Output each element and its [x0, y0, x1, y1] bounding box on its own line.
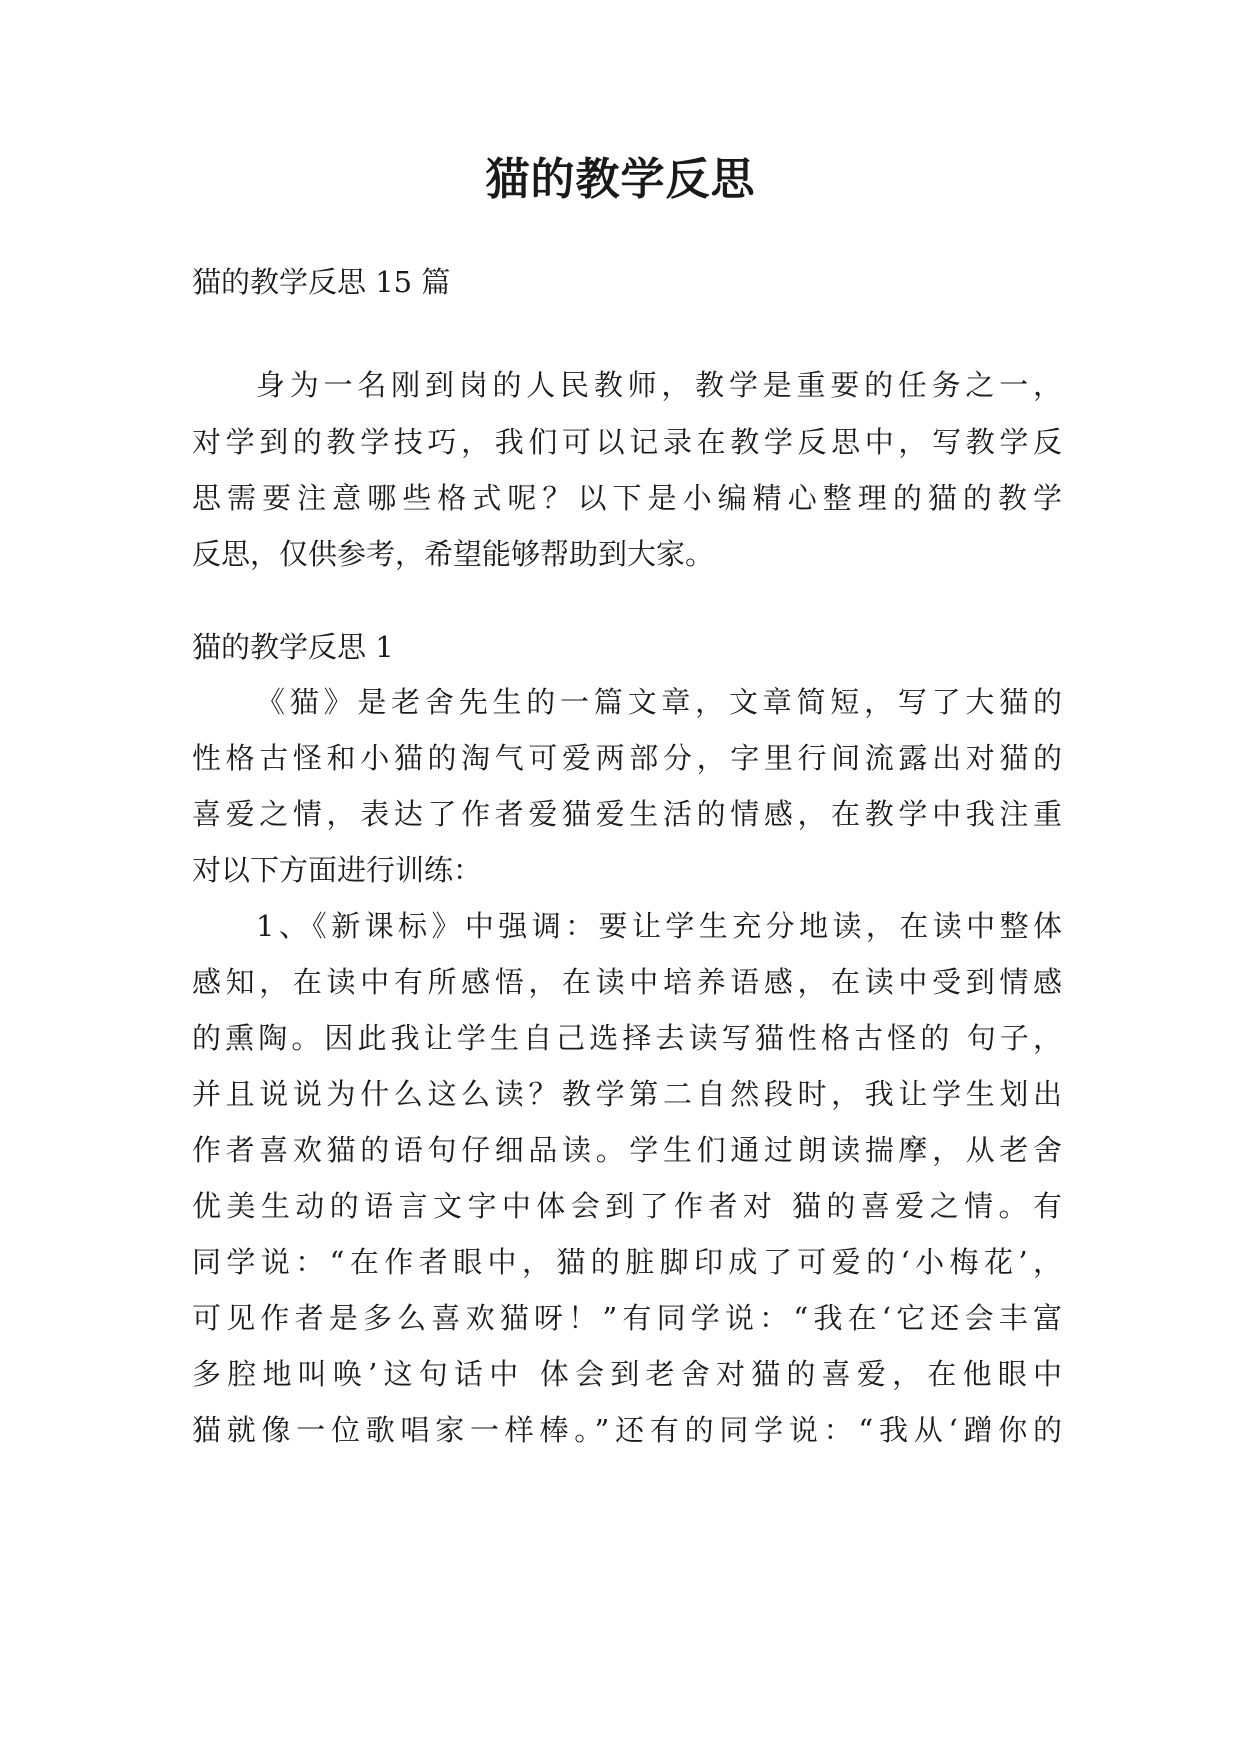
paragraph-line: 优美生动的语言文字中体会到了作者对 猫的喜爱之情。有: [192, 1189, 1062, 1223]
paragraph-line: 性格古怪和小猫的淘气可爱两部分，字里行间流露出对猫的: [192, 741, 1062, 775]
intro-line-4: 反思，仅供参考，希望能够帮助到大家。: [192, 537, 715, 571]
paragraph-line: 感知，在读中有所感悟，在读中培养语感，在读中受到情感: [192, 965, 1062, 999]
paragraph-line: 喜爱之情，表达了作者爱猫爱生活的情感，在教学中我注重: [192, 797, 1062, 831]
paragraph-line: 对以下方面进行训练：: [192, 853, 483, 887]
document-title: 猫的教学反思: [485, 154, 756, 205]
paragraph-line: 作者喜欢猫的语句仔细品读。学生们通过朗读揣摩，从老舍: [192, 1133, 1062, 1167]
section-heading: 猫的教学反思 1: [192, 630, 394, 664]
intro-line-2: 对学到的教学技巧，我们可以记录在教学反思中，写教学反: [192, 425, 1062, 459]
paragraph-line: 并且说说为什么这么读？教学第二自然段时，我让学生划出: [192, 1077, 1062, 1111]
paragraph-line: 猫就像一位歌唱家一样棒。”还有的同学说：“我从‘蹭你的: [192, 1413, 1062, 1447]
paragraph-line: 的熏陶。因此我让学生自己选择去读写猫性格古怪的 句子，: [192, 1021, 1062, 1055]
paragraph-line: 同学说：“在作者眼中，猫的脏脚印成了可爱的‘小梅花’，: [192, 1245, 1062, 1279]
paragraph-line: 可见作者是多么喜欢猫呀！”有同学说：“我在‘它还会丰富: [192, 1301, 1062, 1335]
paragraph-line: 《猫》是老舍先生的一篇文章，文章简短，写了大猫的: [256, 685, 1062, 719]
intro-line-3: 思需要注意哪些格式呢？以下是小编精心整理的猫的教学: [192, 481, 1062, 515]
document-subtitle: 猫的教学反思 15 篇: [192, 265, 451, 299]
paragraph-line: 多腔地叫唤’这句话中 体会到老舍对猫的喜爱，在他眼中: [192, 1357, 1062, 1391]
intro-line-1: 身为一名刚到岗的人民教师，教学是重要的任务之一，: [256, 368, 1062, 402]
paragraph-line: 1、《新课标》中强调：要让学生充分地读，在读中整体: [256, 909, 1062, 943]
